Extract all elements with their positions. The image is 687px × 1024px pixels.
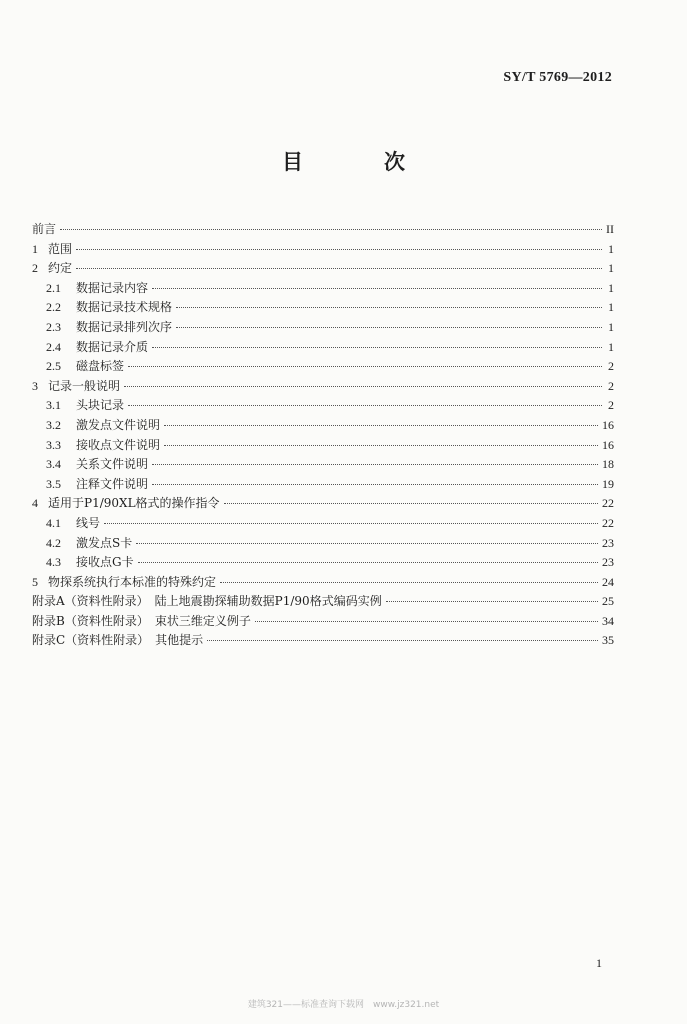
toc-dot-leader bbox=[224, 503, 598, 504]
toc-entry-number: 2.3 bbox=[46, 319, 61, 334]
page-title: 目 次 bbox=[282, 149, 435, 174]
toc-entry-page: 1 bbox=[608, 261, 614, 276]
toc-dot-leader bbox=[207, 640, 598, 641]
toc-entry-label: 记录一般说明 bbox=[48, 378, 121, 393]
toc-dot-leader bbox=[164, 445, 598, 446]
toc-dot-leader bbox=[386, 601, 598, 602]
toc-entry-label: 注释文件说明 bbox=[76, 476, 149, 491]
toc-entry-number: 2.1 bbox=[46, 280, 61, 295]
toc-entry-number: 5 bbox=[32, 574, 38, 589]
toc-entry[interactable] bbox=[32, 534, 614, 554]
standard-code: SY/T 5769—2012 bbox=[503, 70, 612, 85]
toc-entry-label: 数据记录介质 bbox=[76, 339, 149, 354]
toc-entry-label: 接收点G卡 bbox=[76, 555, 134, 570]
toc-entry[interactable] bbox=[32, 455, 614, 475]
toc-entry-label: 范围 bbox=[48, 241, 73, 256]
toc-entry-label: 磁盘标签 bbox=[76, 359, 125, 374]
toc-dot-leader bbox=[220, 582, 598, 583]
page-number: 1 bbox=[596, 956, 602, 970]
toc-entry-page: 2 bbox=[608, 398, 614, 413]
toc-dot-leader bbox=[152, 288, 602, 289]
toc-entry[interactable] bbox=[32, 475, 614, 495]
toc-dot-leader bbox=[76, 249, 602, 250]
toc-dot-leader bbox=[124, 386, 602, 387]
toc-dot-leader bbox=[164, 425, 598, 426]
toc-entry-page: 1 bbox=[608, 319, 614, 334]
toc-entry-page: 34 bbox=[602, 613, 614, 628]
toc-entry-page: 1 bbox=[608, 241, 614, 256]
toc-entry-label: 物探系统执行本标准的特殊约定 bbox=[48, 574, 217, 589]
toc-entry-page: 2 bbox=[608, 378, 614, 393]
toc-entry-page: 24 bbox=[602, 574, 614, 589]
toc-entry[interactable] bbox=[32, 416, 614, 436]
toc-dot-leader bbox=[152, 484, 598, 485]
toc-entry-number: 3.5 bbox=[46, 476, 61, 491]
toc-entry[interactable] bbox=[32, 553, 614, 573]
toc-entry-page: 1 bbox=[608, 280, 614, 295]
toc-entry-number: 1 bbox=[32, 241, 38, 256]
toc-entry-number: 4 bbox=[32, 496, 38, 511]
toc-entry-page: 16 bbox=[602, 437, 614, 452]
toc-dot-leader bbox=[76, 268, 602, 269]
toc-entry-label: 附录C（资料性附录） 其他提示 bbox=[32, 633, 204, 648]
toc-entry[interactable] bbox=[32, 592, 614, 612]
toc-entry[interactable] bbox=[32, 377, 614, 397]
toc-entry-number: 3.2 bbox=[46, 417, 61, 432]
toc-entry-page: 23 bbox=[602, 535, 614, 550]
toc-entry[interactable] bbox=[32, 298, 614, 318]
toc-entry-number: 3.4 bbox=[46, 457, 61, 472]
toc-entry-label: 数据记录排列次序 bbox=[76, 319, 173, 334]
watermark: 建筑321——标准查询下载网 www.jz321.net bbox=[247, 1000, 440, 1010]
toc-entry-label: 数据记录内容 bbox=[76, 280, 149, 295]
toc-entry-page: 18 bbox=[602, 457, 614, 472]
toc-entry-number: 2.4 bbox=[46, 339, 61, 354]
toc-entry-label: 关系文件说明 bbox=[76, 457, 149, 472]
toc-dot-leader bbox=[176, 327, 602, 328]
toc-entry-label: 前言 bbox=[32, 222, 57, 236]
toc-entry-page: 35 bbox=[602, 633, 614, 648]
toc-entry[interactable] bbox=[32, 573, 614, 593]
toc-entry-number: 3 bbox=[32, 378, 38, 393]
toc-entry-page: 2 bbox=[608, 359, 614, 374]
toc-entry[interactable] bbox=[32, 631, 614, 651]
toc-entry-page: II bbox=[606, 222, 614, 236]
toc-entry-page: 23 bbox=[602, 555, 614, 570]
toc-entry-number: 2 bbox=[32, 261, 38, 276]
toc-dot-leader bbox=[255, 621, 598, 622]
toc-entry-number: 2.2 bbox=[46, 300, 61, 315]
toc-entry-number: 4.1 bbox=[46, 515, 61, 530]
toc-entry-label: 数据记录技术规格 bbox=[76, 300, 173, 315]
toc-entry-page: 1 bbox=[608, 339, 614, 354]
toc-entry[interactable] bbox=[32, 259, 614, 279]
toc-dot-leader bbox=[104, 523, 598, 524]
toc-entry-number: 4.2 bbox=[46, 535, 61, 550]
toc-entry[interactable] bbox=[32, 220, 614, 240]
toc-entry-page: 22 bbox=[602, 515, 614, 530]
toc-entry-label: 附录B（资料性附录） 束状三维定义例子 bbox=[32, 613, 251, 628]
toc-entry-page: 19 bbox=[602, 476, 614, 491]
toc-entry[interactable] bbox=[32, 396, 614, 416]
toc-dot-leader bbox=[128, 366, 602, 367]
toc-entry-page: 1 bbox=[608, 300, 614, 315]
toc-dot-leader bbox=[128, 405, 602, 406]
toc-entry[interactable] bbox=[32, 436, 614, 456]
toc-dot-leader bbox=[138, 562, 598, 563]
toc-entry-page: 16 bbox=[602, 417, 614, 432]
toc-entry-label: 适用于P1/90XL格式的操作指令 bbox=[48, 496, 220, 511]
toc-entry-number: 4.3 bbox=[46, 555, 61, 570]
toc-entry-number: 3.3 bbox=[46, 437, 61, 452]
toc-entry-label: 附录A（资料性附录） 陆上地震勘探辅助数据P1/90格式编码实例 bbox=[32, 594, 382, 609]
toc-dot-leader bbox=[152, 464, 598, 465]
toc-entry-page: 25 bbox=[602, 594, 614, 609]
toc-entry[interactable] bbox=[32, 612, 614, 632]
toc-entry[interactable] bbox=[32, 338, 614, 358]
toc-entry[interactable] bbox=[32, 357, 614, 377]
table-of-contents bbox=[32, 220, 614, 651]
toc-entry-label: 约定 bbox=[48, 261, 73, 276]
toc-entry-label: 激发点文件说明 bbox=[76, 417, 161, 432]
toc-dot-leader bbox=[176, 307, 602, 308]
toc-dot-leader bbox=[60, 229, 602, 230]
toc-entry[interactable] bbox=[32, 514, 614, 534]
toc-entry[interactable] bbox=[32, 279, 614, 299]
toc-entry-page: 22 bbox=[602, 496, 614, 511]
toc-entry[interactable] bbox=[32, 240, 614, 260]
toc-entry[interactable] bbox=[32, 318, 614, 338]
toc-entry-label: 激发点S卡 bbox=[76, 535, 133, 550]
toc-entry-label: 接收点文件说明 bbox=[76, 437, 161, 452]
toc-entry[interactable] bbox=[32, 494, 614, 514]
toc-entry-number: 3.1 bbox=[46, 398, 61, 413]
toc-dot-leader bbox=[136, 543, 598, 544]
toc-entry-label: 线号 bbox=[76, 515, 101, 530]
toc-entry-number: 2.5 bbox=[46, 359, 61, 374]
toc-dot-leader bbox=[152, 347, 602, 348]
toc-entry-label: 头块记录 bbox=[76, 398, 125, 413]
